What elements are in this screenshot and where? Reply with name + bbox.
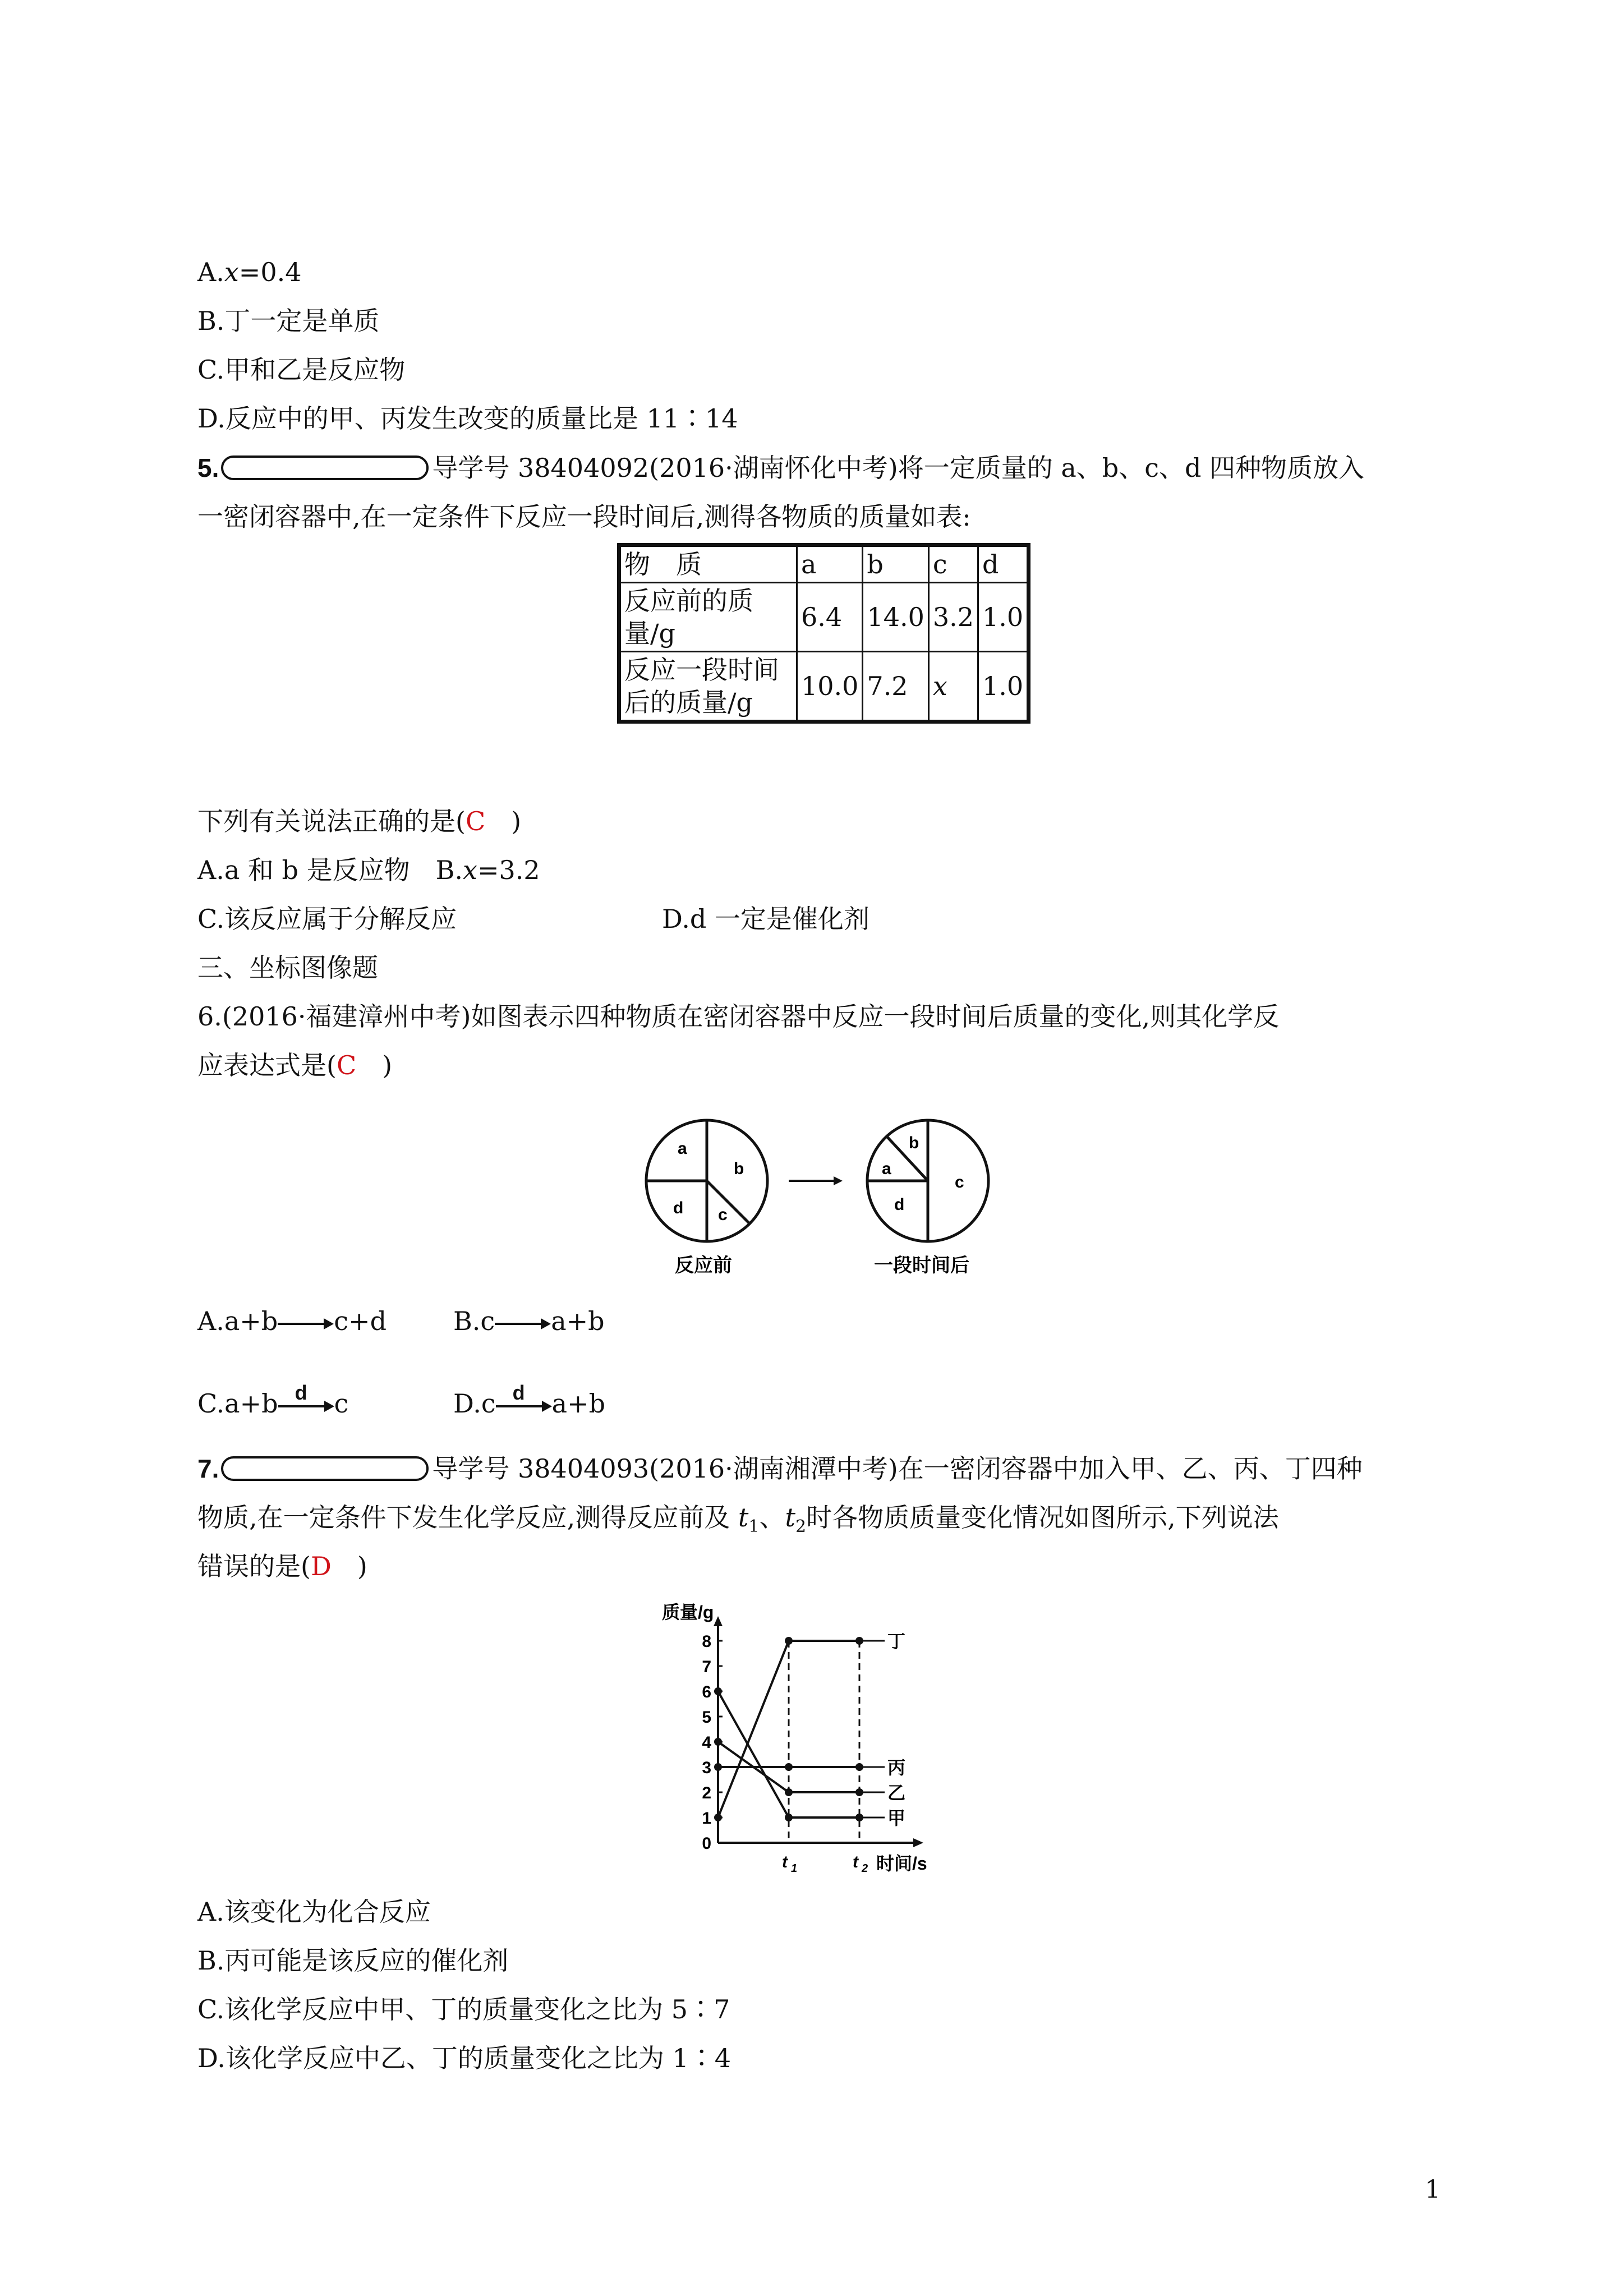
table-cell: 反应一段时间后的质量/g — [619, 652, 797, 722]
q5-stem-line2: 一密闭容器中,在一定条件下反应一段时间后,测得各物质的质量如表: — [197, 501, 971, 532]
pie-segment-label: a — [882, 1159, 891, 1178]
table-row — [619, 583, 1029, 652]
y-tick-label: 0 — [702, 1834, 711, 1853]
y-tick-label: 6 — [702, 1683, 711, 1701]
pie-segment-label: a — [678, 1139, 687, 1158]
x-tick-label-sub: 2 — [862, 1862, 868, 1875]
y-tick-label: 4 — [702, 1733, 711, 1752]
series-label: 丁 — [887, 1631, 906, 1651]
table-cell: 10.0 — [797, 652, 863, 722]
q7-stem-line2: 物质,在一定条件下发生化学反应,测得反应前及 $t_1$、$t_2$时各物质质量变化情况如图所示,下列说法 — [197, 1502, 1279, 1537]
pie-segment-label: d — [894, 1195, 905, 1214]
answer-letter: C — [465, 806, 486, 836]
q5-mass-table — [617, 543, 1030, 724]
table-cell: 物 质 — [619, 545, 797, 583]
data-point — [785, 1814, 793, 1821]
q7-mass-time-chart — [640, 1599, 1010, 1879]
x-axis-arrowhead — [913, 1838, 923, 1847]
q7-stem-line1: 7. 导学号 38404093(2016·湖南湘潭中考)在一密闭容器中加入甲、乙、丙、丁四种 — [197, 1453, 1363, 1484]
pie-caption: 一段时间后 — [874, 1255, 969, 1276]
pie-caption: 反应前 — [675, 1255, 732, 1276]
table-header-row — [619, 545, 1029, 583]
x-tick-label: t — [853, 1853, 858, 1871]
arrow-icon — [495, 1310, 551, 1336]
data-point — [714, 1738, 722, 1746]
q7-option-d: D.该化学反应中乙、丁的质量变化之比为 1∶4 — [197, 2043, 732, 2073]
y-tick-label: 1 — [702, 1809, 711, 1828]
answer-letter: D — [310, 1551, 332, 1581]
q5-question: 下列有关说法正确的是(C ) — [197, 806, 522, 836]
q7-option-c: C.该化学反应中甲、丁的质量变化之比为 5∶7 — [197, 1994, 730, 2024]
data-point — [714, 1687, 722, 1695]
data-point — [714, 1763, 722, 1771]
table-row — [619, 652, 1029, 722]
page-number: 1 — [1425, 2175, 1441, 2204]
table-cell: c — [928, 545, 978, 583]
pie-segment-label: c — [955, 1173, 964, 1191]
q5-options-ab: A.a 和 b 是反应物 B.x=3.2 — [197, 855, 540, 885]
table-cell: 6.4 — [797, 583, 863, 652]
table-cell: d — [978, 545, 1029, 583]
table-cell: b — [863, 545, 928, 583]
q5-option-d: D.d 一定是催化剂 — [662, 904, 869, 934]
arrow-icon: d — [496, 1393, 552, 1419]
table-cell: 7.2 — [863, 652, 928, 722]
q7-option-b: B.丙可能是该反应的催化剂 — [197, 1945, 509, 1976]
table-cell: x — [928, 652, 978, 722]
arrow-icon — [278, 1310, 334, 1336]
data-point — [785, 1788, 793, 1796]
q6-option-c: C.a+b d c — [197, 1381, 349, 1419]
arrow-icon: d — [278, 1393, 334, 1419]
q6-option-b: B.c a+b — [453, 1306, 605, 1336]
question-number: 7. — [197, 1454, 219, 1483]
reaction-arrow — [789, 1176, 843, 1185]
q5-option-c: C.该反应属于分解反应 — [197, 904, 457, 934]
pie-segment-label: d — [673, 1199, 684, 1217]
data-point — [785, 1637, 793, 1645]
y-tick-label: 5 — [702, 1708, 711, 1727]
q6-option-d: D.c d a+b — [453, 1381, 606, 1419]
blank-capsule — [221, 1456, 429, 1481]
q4-option-c: C.甲和乙是反应物 — [197, 355, 406, 385]
data-point — [714, 1814, 722, 1821]
table-cell: 14.0 — [863, 583, 928, 652]
table-cell: 1.0 — [978, 652, 1029, 722]
q4-option-b: B.丁一定是单质 — [197, 306, 380, 336]
series-label: 乙 — [887, 1783, 906, 1803]
q5-stem-line1: 5. 导学号 38404092(2016·湖南怀化中考)将一定质量的 a、b、c、d 四种物质放入 — [197, 453, 1365, 483]
series-label: 丙 — [887, 1757, 906, 1778]
series-label: 甲 — [887, 1808, 906, 1828]
q6-pie-figure — [640, 1114, 999, 1276]
data-point — [785, 1763, 793, 1771]
x-axis-label: 时间/s — [876, 1853, 927, 1874]
y-tick-label: 2 — [702, 1784, 711, 1802]
pie-segment-label: b — [909, 1134, 919, 1152]
q7-stem-line3: 错误的是(D ) — [197, 1551, 367, 1581]
pie-segment-label: c — [718, 1205, 728, 1224]
answer-letter: C — [336, 1050, 357, 1080]
blank-capsule — [221, 455, 429, 480]
q7-option-a: A.该变化为化合反应 — [197, 1897, 431, 1927]
q6-option-a: A.a+b c+d — [197, 1306, 387, 1336]
x-tick-label: t — [782, 1853, 788, 1871]
question-number: 5. — [197, 453, 219, 482]
table-cell: 反应前的质量/g — [619, 583, 797, 652]
y-tick-label: 8 — [702, 1632, 711, 1651]
q6-stem-line2: 应表达式是(C ) — [197, 1050, 393, 1080]
pie-segment-label: b — [734, 1159, 744, 1178]
pie-after — [867, 1120, 988, 1276]
q4-option-a: A.x=0.4 — [197, 257, 302, 287]
y-tick-label: 7 — [702, 1658, 711, 1676]
table-cell: 3.2 — [928, 583, 978, 652]
q4-option-d: D.反应中的甲、丙发生改变的质量比是 11∶14 — [197, 403, 738, 434]
table-cell: 1.0 — [978, 583, 1029, 652]
y-axis-arrowhead — [714, 1616, 723, 1626]
y-tick-label: 3 — [702, 1759, 711, 1777]
table-cell: a — [797, 545, 863, 583]
x-tick-label-sub: 1 — [791, 1862, 798, 1875]
section-heading: 三、坐标图像题 — [197, 953, 378, 983]
pie-before — [646, 1120, 767, 1276]
q6-stem-line1: 6.(2016·福建漳州中考)如图表示四种物质在密闭容器中反应一段时间后质量的变化,则其化学反 — [197, 1001, 1280, 1032]
y-axis-label: 质量/g — [662, 1602, 714, 1622]
